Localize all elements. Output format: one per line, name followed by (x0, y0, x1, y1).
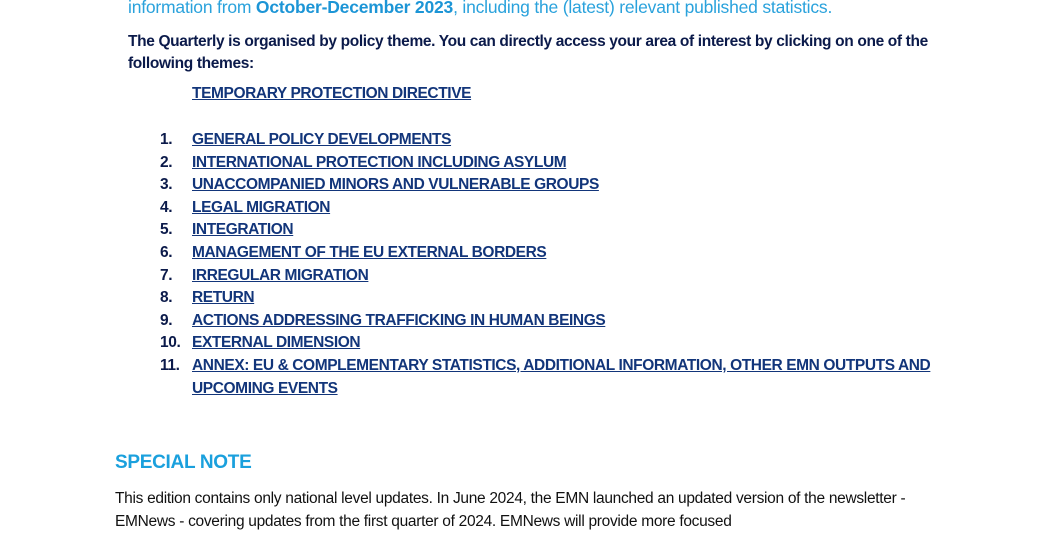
themes-list (160, 129, 932, 400)
theme-link-integration[interactable]: INTEGRATION (192, 221, 294, 239)
intro-prefix: information from (128, 0, 256, 17)
temporary-protection-link[interactable]: TEMPORARY PROTECTION DIRECTIVE (192, 85, 472, 102)
theme-link-annex[interactable]: ANNEX: EU & COMPLEMENTARY STATISTICS, ADDITIONAL INFORMATION, OTHER EMN OUTPUTS AND UPCOMING EVENTS (192, 356, 931, 397)
theme-link-trafficking[interactable]: ACTIONS ADDRESSING TRAFFICKING IN HUMAN BEINGS (192, 311, 606, 329)
theme-number: 2. (160, 153, 173, 171)
theme-item (160, 129, 932, 152)
theme-link-legal-migration[interactable]: LEGAL MIGRATION (192, 198, 331, 216)
theme-item (160, 332, 932, 355)
theme-number: 1. (160, 131, 173, 148)
theme-item (160, 219, 932, 242)
intro-period: October-December 2023 (255, 0, 454, 17)
theme-number: 6. (160, 243, 173, 261)
theme-item (160, 287, 932, 310)
theme-link-return[interactable]: RETURN (192, 289, 255, 307)
theme-number: 3. (160, 176, 173, 194)
theme-item (160, 152, 932, 175)
theme-number: 9. (160, 311, 173, 329)
theme-number: 5. (160, 221, 173, 239)
theme-item (160, 310, 932, 333)
special-note-body: This edition contains only national level updates. In June 2024, the EMN launched an updated version of the newsletter - EMNews - covering updates from the first quarter of 2024. EMNews will provide more focused (115, 490, 906, 530)
theme-link-general-policy[interactable]: GENERAL POLICY DEVELOPMENTS (192, 131, 452, 148)
lead-paragraph: The Quarterly is organised by policy theme. You can directly access your area of interest by clicking on one of the following themes: (128, 33, 928, 72)
theme-item (160, 265, 932, 288)
intro-line (128, 0, 832, 18)
theme-number: 8. (160, 289, 173, 307)
theme-item (160, 355, 932, 400)
intro-suffix: , including the (latest) relevant published statistics. (453, 0, 833, 17)
special-note-heading: SPECIAL NOTE (115, 452, 252, 473)
theme-link-external-borders[interactable]: MANAGEMENT OF THE EU EXTERNAL BORDERS (192, 243, 547, 261)
theme-number: 4. (160, 198, 173, 216)
theme-item (160, 197, 932, 220)
theme-item (160, 242, 932, 265)
theme-number: 7. (160, 266, 173, 284)
theme-number: 11. (160, 356, 180, 374)
theme-link-international-protection[interactable]: INTERNATIONAL PROTECTION INCLUDING ASYLUM (192, 153, 567, 171)
theme-item (160, 174, 932, 197)
theme-link-unaccompanied-minors[interactable]: UNACCOMPANIED MINORS AND VULNERABLE GROUPS (192, 176, 599, 194)
theme-number: 10. (160, 334, 181, 352)
theme-link-irregular-migration[interactable]: IRREGULAR MIGRATION (192, 266, 369, 284)
theme-link-external-dimension[interactable]: EXTERNAL DIMENSION (192, 334, 361, 352)
